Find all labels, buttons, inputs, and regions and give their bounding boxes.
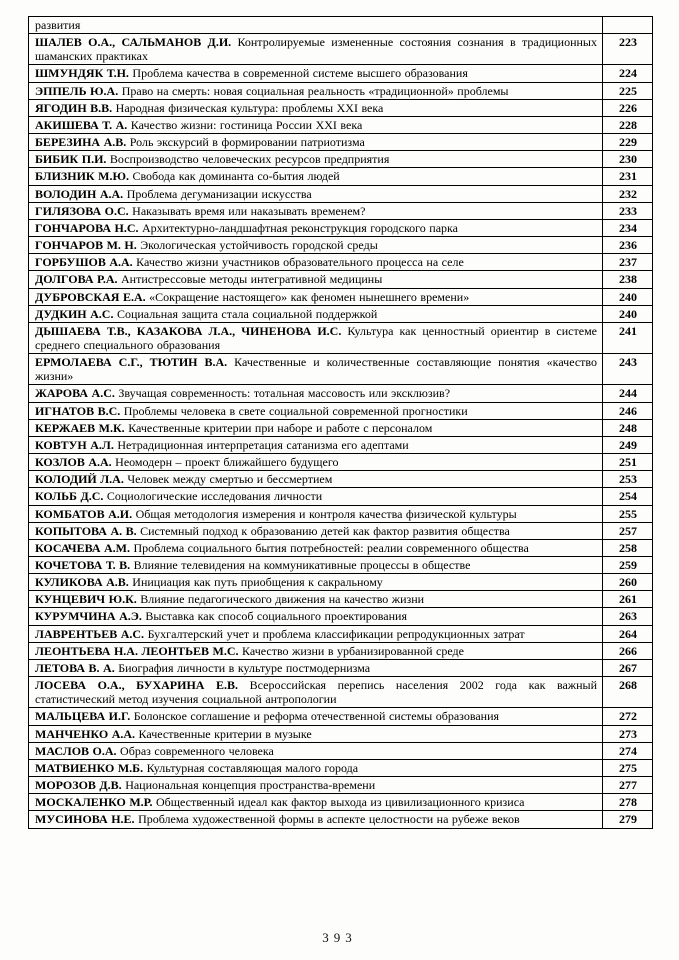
table-row	[29, 522, 653, 539]
entry-authors: МОСКАЛЕНКО М.Р.	[35, 795, 153, 810]
page-number-cell: 224	[603, 65, 653, 82]
page-number-cell: 230	[603, 151, 653, 168]
page-number-cell: 279	[603, 811, 653, 828]
entry-authors: ДУДКИН А.С.	[35, 306, 114, 321]
page-number-cell: 253	[603, 471, 653, 488]
entry-title: Болонское соглашение и реформа отечественной системы образования	[130, 709, 500, 724]
page-number-cell: 263	[603, 608, 653, 625]
page-number-cell: 277	[603, 777, 653, 794]
table-row	[29, 794, 653, 811]
entry-title: Всероссийская перепись населения 2002 года как важный статистический метод изучения социальной антропологии	[35, 678, 598, 707]
page-number-cell: 237	[603, 254, 653, 271]
entry-title: Качество жизни участников образовательного процесса на селе	[132, 255, 464, 270]
table-row	[29, 471, 653, 488]
table-row	[29, 385, 653, 402]
table-row	[29, 642, 653, 659]
table-row	[29, 151, 653, 168]
page-number-cell: 254	[603, 488, 653, 505]
table-row	[29, 591, 653, 608]
entry-authors: ЭППЕЛЬ Ю.А.	[35, 83, 119, 98]
table-row	[29, 354, 653, 385]
entry-title: Право на смерть: новая социальная реальность «традиционной» проблемы	[118, 83, 509, 98]
table-row	[29, 288, 653, 305]
table-row	[29, 254, 653, 271]
page-number-cell: 238	[603, 271, 653, 288]
entry-cell-continuation: развития	[29, 17, 603, 34]
entry-cell	[29, 402, 603, 419]
entry-authors: КУЛИКОВА А.В.	[35, 575, 129, 590]
entry-cell	[29, 659, 603, 676]
entry-title: Воспроизводство человеческих ресурсов предприятия	[106, 152, 390, 167]
entry-authors: ЛАВРЕНТЬЕВ А.С.	[35, 626, 145, 641]
entry-authors: БЕРЕЗИНА А.В.	[35, 135, 127, 150]
entry-cell	[29, 322, 603, 353]
entry-title: Выставка как способ социального проектирования	[141, 609, 407, 624]
page-number-cell-continuation	[603, 17, 653, 34]
table-row	[29, 402, 653, 419]
table-row-continuation	[29, 17, 653, 34]
entry-cell	[29, 82, 603, 99]
table-row	[29, 305, 653, 322]
entry-cell	[29, 436, 603, 453]
entry-authors: МОРОЗОВ Д.В.	[35, 778, 122, 793]
table-row	[29, 419, 653, 436]
page-number-cell: 243	[603, 354, 653, 385]
page-number-cell: 255	[603, 505, 653, 522]
page-number-cell: 249	[603, 436, 653, 453]
entry-title: Образ современного человека	[116, 743, 274, 758]
entry-cell	[29, 505, 603, 522]
entry-title: Экологическая устойчивость городской среды	[136, 238, 378, 253]
entry-title: Бухгалтерский учет и проблема классификации репродукционных затрат	[144, 626, 525, 641]
entry-title: Человек между смертью и бессмертием	[123, 472, 333, 487]
table-row	[29, 185, 653, 202]
entry-title: Контролируемые измененные состояния сознания в традиционных шаманских практиках	[35, 35, 597, 64]
page-number-cell: 244	[603, 385, 653, 402]
entry-authors: ЛЕОНТЬЕВА Н.А. ЛЕОНТЬЕВ М.С.	[35, 643, 239, 658]
entry-title: Проблема дегуманизации искусства	[123, 186, 312, 201]
entry-authors: КОПЫТОВА А. В.	[35, 523, 137, 538]
page-number-cell: 248	[603, 419, 653, 436]
entry-authors: ГОНЧАРОВА Н.С.	[35, 220, 139, 235]
table-row	[29, 677, 653, 708]
page-number-cell: 223	[603, 34, 653, 65]
entry-title: Влияние педагогического движения на качество жизни	[136, 592, 425, 607]
entry-title: Проблемы человека в свете социальной современной прогностики	[120, 403, 468, 418]
entry-title: Системный подход к образованию детей как фактор развития общества	[136, 523, 510, 538]
table-row	[29, 82, 653, 99]
entry-cell	[29, 471, 603, 488]
entry-title: Качественные критерии в музыке	[135, 726, 312, 741]
entry-cell	[29, 539, 603, 556]
page-number-cell: 234	[603, 219, 653, 236]
entry-cell	[29, 185, 603, 202]
entry-cell	[29, 677, 603, 708]
entry-cell	[29, 742, 603, 759]
entry-cell	[29, 168, 603, 185]
table-row	[29, 65, 653, 82]
entry-cell	[29, 725, 603, 742]
entry-title: Нетрадиционная интерпретация сатанизма его адептами	[113, 437, 409, 452]
entry-cell	[29, 811, 603, 828]
entry-cell	[29, 419, 603, 436]
entry-title: Общественный идеал как фактор выхода из цивилизационного кризиса	[152, 795, 525, 810]
entry-title: Проблема художественной формы в аспекте целостности на рубеже веков	[134, 812, 520, 827]
table-row	[29, 116, 653, 133]
table-row	[29, 777, 653, 794]
page-number-cell: 278	[603, 794, 653, 811]
entry-authors: КОМБАТОВ А.И.	[35, 506, 133, 521]
entry-title: Проблема социального бытия потребностей: реалии современного общества	[130, 540, 529, 555]
entry-authors: ЕРМОЛАЕВА С.Г., ТЮТИН В.А.	[35, 355, 228, 370]
table-row	[29, 811, 653, 828]
entry-cell	[29, 574, 603, 591]
page-number-cell: 231	[603, 168, 653, 185]
table-row	[29, 505, 653, 522]
table-row	[29, 436, 653, 453]
entry-authors: ВОЛОДИН А.А.	[35, 186, 124, 201]
page-number-cell: 246	[603, 402, 653, 419]
entry-authors: АКИШЕВА Т. А.	[35, 117, 128, 132]
entry-cell	[29, 522, 603, 539]
table-row	[29, 322, 653, 353]
entry-cell	[29, 454, 603, 471]
entry-title: Качественные и количественные составляющие понятия «качество жизни»	[35, 355, 597, 384]
entry-authors: ЛОСЕВА О.А., БУХАРИНА Е.В.	[35, 678, 239, 693]
page-number-cell: 240	[603, 288, 653, 305]
entry-title: Звучащая современность: тотальная массовость или эксклюзив?	[114, 386, 451, 401]
entry-authors: КОВТУН А.Л.	[35, 437, 114, 452]
entry-title: Антистрессовые методы интегративной медицины	[117, 272, 383, 287]
entry-title: Социальная защита стала социальной поддержкой	[113, 306, 378, 321]
entry-authors: ЯГОДИН В.В.	[35, 100, 113, 115]
page-number-cell: 226	[603, 99, 653, 116]
entry-title: Неомодерн – проект ближайшего будущего	[111, 455, 339, 470]
table-row	[29, 742, 653, 759]
table-row	[29, 725, 653, 742]
table-row	[29, 202, 653, 219]
entry-cell	[29, 759, 603, 776]
entry-title: Качество жизни: гостиница России XXI века	[127, 117, 363, 132]
entry-title: Народная физическая культура: проблемы XXI века	[112, 100, 384, 115]
page-number-cell: 267	[603, 659, 653, 676]
entry-authors: ЖАРОВА А.С.	[35, 386, 115, 401]
entry-cell	[29, 642, 603, 659]
entry-authors: МАСЛОВ О.А.	[35, 743, 117, 758]
table-row	[29, 557, 653, 574]
page-number-cell: 241	[603, 322, 653, 353]
page-number-cell: 264	[603, 625, 653, 642]
entry-authors: КОЗЛОВ А.А.	[35, 455, 112, 470]
entry-cell	[29, 134, 603, 151]
entry-authors: КЕРЖАЕВ М.К.	[35, 420, 125, 435]
toc-body	[29, 17, 653, 829]
page-number-cell: 268	[603, 677, 653, 708]
table-row	[29, 488, 653, 505]
entry-authors: ГИЛЯЗОВА О.С.	[35, 203, 129, 218]
table-row	[29, 219, 653, 236]
table-row	[29, 659, 653, 676]
page-number-cell: 274	[603, 742, 653, 759]
page-number-cell: 272	[603, 708, 653, 725]
entry-authors: БИБИК П.И.	[35, 152, 107, 167]
entry-authors: ШАЛЕВ О.А., САЛЬМАНОВ Д.И.	[35, 35, 232, 50]
entry-cell	[29, 271, 603, 288]
entry-title: Архитектурно-ландшафтная реконструкция городского парка	[138, 220, 459, 235]
page-number-cell: 251	[603, 454, 653, 471]
entry-authors: КОСАЧЕВА А.М.	[35, 540, 131, 555]
page-number-cell: 259	[603, 557, 653, 574]
table-row	[29, 99, 653, 116]
entry-authors: ГОРБУШОВ А.А.	[35, 255, 133, 270]
table-row	[29, 237, 653, 254]
entry-authors: КУНЦЕВИЧ Ю.К.	[35, 592, 137, 607]
entry-cell	[29, 202, 603, 219]
entry-cell	[29, 151, 603, 168]
page-number-cell: 261	[603, 591, 653, 608]
entry-authors: МАНЧЕНКО А.А.	[35, 726, 136, 741]
entry-title: Национальная концепция пространства-времени	[121, 778, 376, 793]
entry-authors: ГОНЧАРОВ М. Н.	[35, 238, 137, 253]
entry-cell	[29, 488, 603, 505]
entry-cell	[29, 557, 603, 574]
entry-authors: КОЧЕТОВА Т. В.	[35, 558, 131, 572]
entry-title: Социологические исследования личности	[103, 489, 323, 504]
entry-cell	[29, 34, 603, 65]
entry-cell	[29, 354, 603, 385]
entry-cell	[29, 288, 603, 305]
table-row	[29, 34, 653, 65]
page-number-cell: 240	[603, 305, 653, 322]
entry-cell	[29, 237, 603, 254]
entry-title: Роль экскурсий в формировании патриотизма	[126, 135, 365, 150]
entry-cell	[29, 608, 603, 625]
entry-authors: КУРУМЧИНА А.Э.	[35, 609, 142, 624]
table-row	[29, 271, 653, 288]
entry-authors: ШМУНДЯК Т.Н.	[35, 66, 129, 81]
table-row	[29, 608, 653, 625]
page-number-cell: 257	[603, 522, 653, 539]
page-number-cell: 258	[603, 539, 653, 556]
entry-authors: КОЛЬБ Д.С.	[35, 489, 104, 504]
entry-title: Качество жизни в урбанизированной среде	[238, 643, 464, 658]
toc-table	[28, 16, 653, 829]
entry-cell	[29, 116, 603, 133]
entry-authors: КОЛОДИЙ Л.А.	[35, 472, 124, 487]
entry-authors: ИГНАТОВ В.С.	[35, 403, 121, 418]
entry-title: Свобода как доминанта со-бытия людей	[128, 169, 340, 184]
entry-authors: МУСИНОВА Н.Е.	[35, 812, 135, 827]
table-row	[29, 539, 653, 556]
entry-authors: МАЛЬЦЕВА И.Г.	[35, 709, 131, 724]
entry-title: Влияние телевидения на коммуникативные процессы в обществе	[130, 558, 471, 572]
page-number-cell: 275	[603, 759, 653, 776]
entry-cell	[29, 385, 603, 402]
page-number-cell: 273	[603, 725, 653, 742]
entry-cell	[29, 219, 603, 236]
table-row	[29, 134, 653, 151]
page-number-cell: 260	[603, 574, 653, 591]
page-number-cell: 225	[603, 82, 653, 99]
entry-cell	[29, 708, 603, 725]
table-row	[29, 574, 653, 591]
entry-cell	[29, 305, 603, 322]
entry-title: Общая методология измерения и контроля качества физической культуры	[132, 506, 517, 521]
entry-cell	[29, 99, 603, 116]
entry-title: Культурная составляющая малого города	[143, 760, 359, 775]
entry-cell	[29, 625, 603, 642]
table-row	[29, 759, 653, 776]
entry-title: «Сокращение настоящего» как феномен нынешнего времени»	[145, 289, 470, 304]
entry-cell	[29, 254, 603, 271]
page-number-footer: 393	[322, 930, 357, 945]
entry-authors: БЛИЗНИК М.Ю.	[35, 169, 129, 184]
entry-authors: ДЫШАЕВА Т.В., КАЗАКОВА Л.А., ЧИНЕНОВА И.С.	[35, 323, 342, 338]
entry-authors: ДОЛГОВА Р.А.	[35, 272, 118, 287]
entry-authors: МАТВИЕНКО М.Б.	[35, 760, 144, 775]
entry-title: Культура как ценностный ориентир в системе среднего специального образования	[35, 323, 597, 352]
entry-title: Проблема качества в современной системе высшего образования	[128, 66, 468, 81]
entry-cell	[29, 591, 603, 608]
entry-title: Наказывать время или наказывать временем?	[128, 203, 366, 218]
table-row	[29, 454, 653, 471]
entry-authors: ДУБРОВСКАЯ Е.А.	[35, 289, 146, 304]
page-number-cell: 229	[603, 134, 653, 151]
entry-cell	[29, 794, 603, 811]
entry-title: Инициация как путь приобщения к сакральному	[128, 575, 383, 590]
entry-title: Биография личности в культуре постмодернизма	[114, 660, 371, 675]
page-number-cell: 236	[603, 237, 653, 254]
page-number-cell: 233	[603, 202, 653, 219]
table-row	[29, 708, 653, 725]
page-number-cell: 232	[603, 185, 653, 202]
table-row	[29, 168, 653, 185]
table-row	[29, 625, 653, 642]
entry-authors: ЛЕТОВА В. А.	[35, 660, 115, 675]
page-number-cell: 266	[603, 642, 653, 659]
page-number-cell: 228	[603, 116, 653, 133]
entry-cell	[29, 65, 603, 82]
entry-title: Качественные критерии при наборе и работе с персоналом	[124, 420, 433, 435]
entry-cell	[29, 777, 603, 794]
